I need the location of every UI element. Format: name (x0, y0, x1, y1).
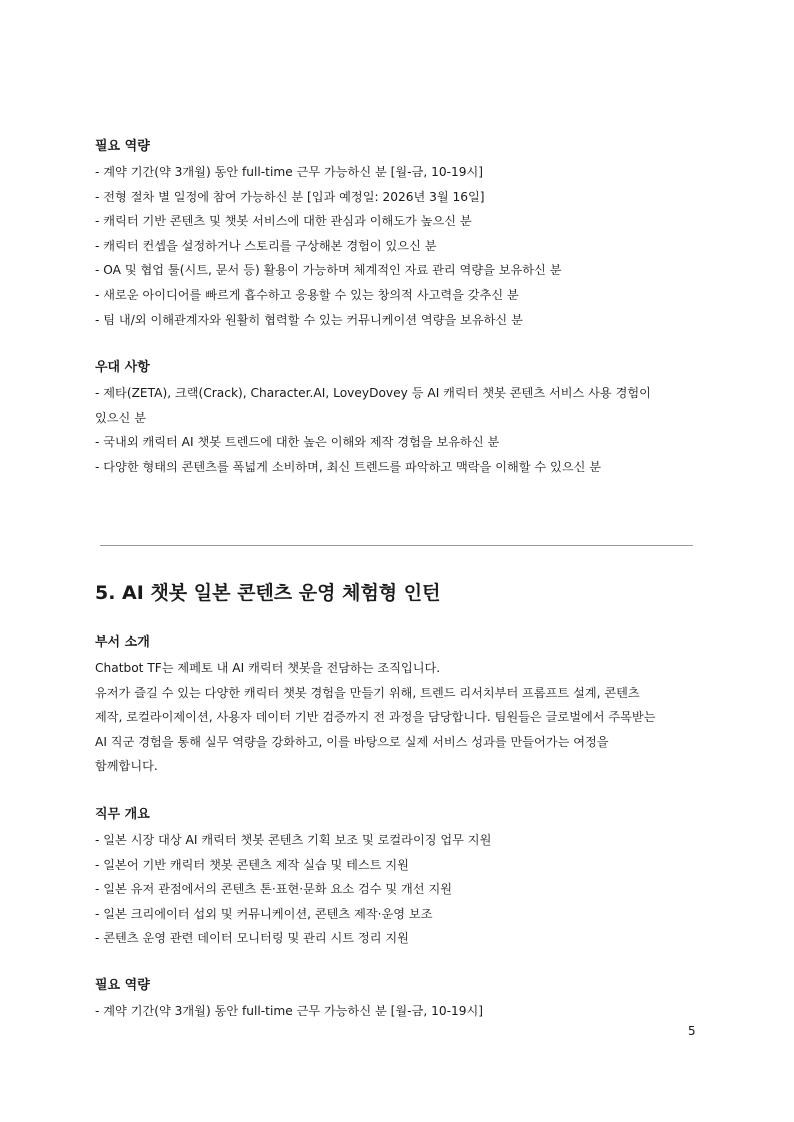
list-item: - 일본 유저 관점에서의 콘텐츠 톤·표현·문화 요소 검수 및 개선 지원 (95, 882, 452, 897)
list-item: - 콘텐츠 운영 관련 데이터 모니터링 및 관리 시트 정리 지원 (95, 931, 409, 946)
section-heading: 필요 역량 (95, 978, 150, 993)
list-item: - 캐릭터 기반 콘텐츠 및 챗봇 서비스에 대한 관심과 이해도가 높으신 분 (95, 214, 472, 229)
section-heading: 부서 소개 (95, 635, 150, 650)
section-heading: 필요 역량 (95, 139, 150, 154)
requirements-section-2 (95, 977, 705, 1024)
requirements-section (95, 138, 705, 332)
list-item-continuation: 있으신 분 (95, 410, 146, 425)
list-item: - 계약 기간(약 3개월) 동안 full-time 근무 가능하신 분 [월-금, 10-19시] (95, 165, 484, 179)
section-heading: 직무 개요 (95, 807, 150, 822)
list-item: - 국내외 캐릭터 AI 챗봇 트렌드에 대한 높은 이해와 제작 경험을 보유하신 분 (95, 435, 500, 450)
list-item: - 다양한 형태의 콘텐츠를 폭넓게 소비하며, 최신 트렌드를 파악하고 맥락을 이해할 수 있으신 분 (95, 459, 602, 474)
paragraph-line: 제작, 로컬라이제이션, 사용자 데이터 기반 검증까지 전 과정을 담당합니다. 팀원들은 글로벌에서 주목받는 (95, 710, 656, 725)
preferences-section (95, 359, 705, 479)
list-item: - 일본 크리에이터 섭외 및 커뮤니케이션, 콘텐츠 제작·운영 보조 (95, 906, 433, 921)
section-divider (100, 545, 693, 546)
job-overview-section (95, 806, 705, 951)
list-item: - 계약 기간(약 3개월) 동안 full-time 근무 가능하신 분 [월-금, 10-19시] (95, 1004, 484, 1018)
list-item: - 전형 절차 별 일정에 참여 가능하신 분 [입과 예정일: 2026년 3월 16일] (95, 189, 485, 204)
list-item: - 제타(ZETA), 크랙(Crack), Character.AI, LoveyDovey 등 AI 캐릭터 챗봇 콘텐츠 서비스 사용 경험이 (95, 386, 651, 400)
list-item: - 일본 시장 대상 AI 캐릭터 챗봇 콘텐츠 기획 보조 및 로컬라이징 업무 지원 (95, 833, 492, 847)
list-item: - OA 및 협업 툴(시트, 문서 등) 활용이 가능하며 체계적인 자료 관리 역량을 보유하신 분 (95, 263, 562, 278)
paragraph-line: Chatbot TF는 제페토 내 AI 캐릭터 챗봇을 전담하는 조직입니다. (95, 661, 441, 675)
paragraph-line: 유저가 즐길 수 있는 다양한 캐릭터 챗봇 경험을 만들기 위해, 트렌드 리서치부터 프롬프트 설계, 콘텐츠 (95, 685, 640, 700)
list-item: - 일본어 기반 캐릭터 챗봇 콘텐츠 제작 실습 및 테스트 지원 (95, 857, 409, 872)
department-intro-section (95, 634, 705, 779)
section-title: 5. AI 챗봇 일본 콘텐츠 운영 체험형 인턴 (95, 582, 441, 604)
page-number: 5 (688, 1024, 696, 1038)
paragraph-line: AI 직군 경험을 통해 실무 역량을 강화하고, 이를 바탕으로 실제 서비스 성과를 만들어가는 여정을 (95, 734, 609, 749)
section-heading: 우대 사항 (95, 360, 150, 375)
paragraph-line: 함께합니다. (95, 759, 158, 774)
list-item: - 팀 내/외 이해관계자와 원활히 협력할 수 있는 커뮤니케이션 역량을 보유하신 분 (95, 312, 523, 327)
list-item: - 캐릭터 컨셉을 설정하거나 스토리를 구상해본 경험이 있으신 분 (95, 238, 437, 253)
list-item: - 새로운 아이디어를 빠르게 흡수하고 응용할 수 있는 창의적 사고력을 갖추신 분 (95, 287, 519, 302)
